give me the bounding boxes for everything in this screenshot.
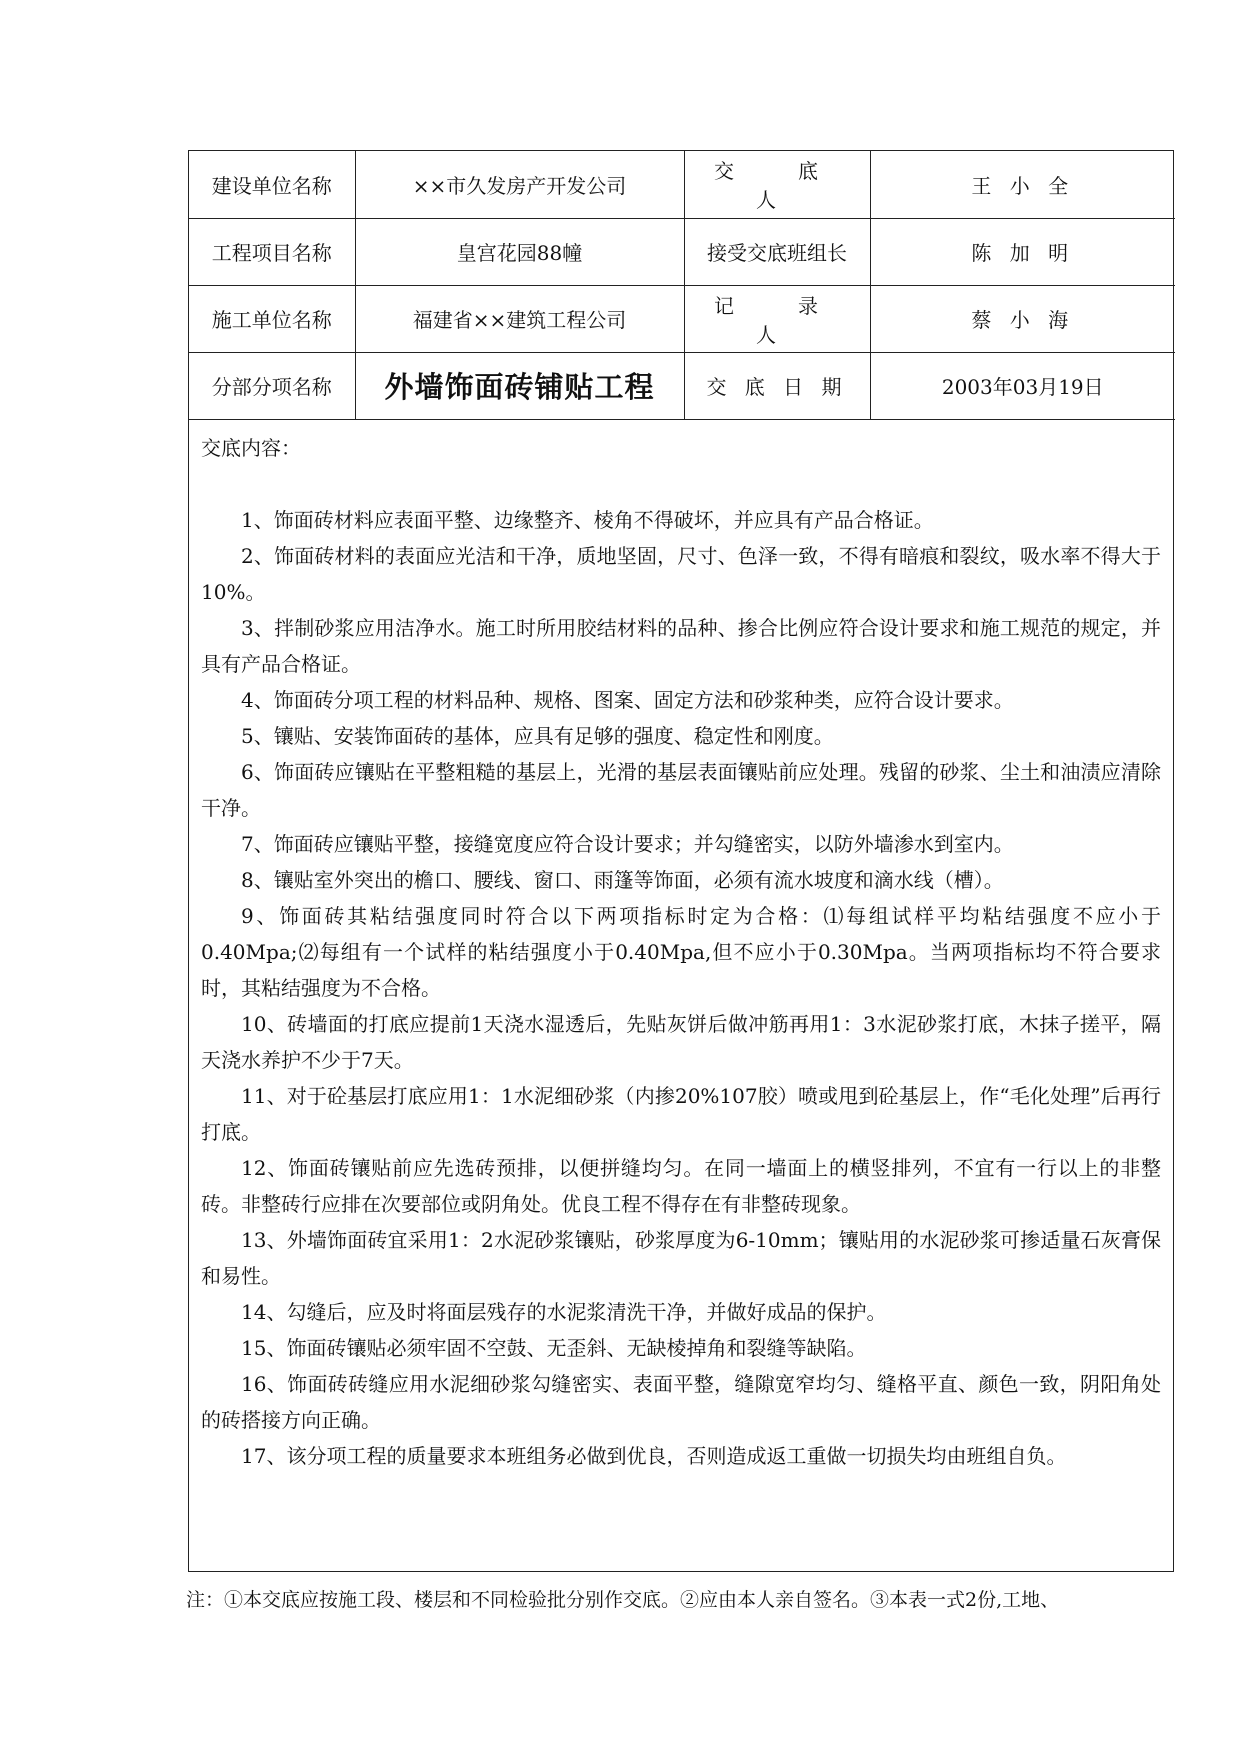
content-label: 交底内容： (201, 435, 301, 460)
disclosure-content (189, 420, 1173, 1474)
header-row (189, 218, 1175, 285)
list-item: 5、镶贴、安装饰面砖的基体，应具有足够的强度、稳定性和刚度。 (241, 723, 834, 748)
header-row (189, 352, 1175, 419)
project-name-label: 工程项目名称 (189, 218, 355, 285)
construction-unit-value: ××市久发房产开发公司 (355, 151, 684, 218)
contractor-label: 施工单位名称 (189, 285, 355, 352)
disclosure-date-label: 交 底 日 期 (684, 352, 870, 419)
list-item: 6、饰面砖应镶贴在平整粗糙的基层上，光滑的基层表面镶贴前应处理。残留的砂浆、尘土和油渍应清除干净。 (201, 759, 1161, 820)
sub-item-label: 分部分项名称 (189, 352, 355, 419)
list-item: 14、勾缝后，应及时将面层残存的水泥浆清洗干净，并做好成品的保护。 (241, 1299, 887, 1324)
list-item: 11、对于砼基层打底应用1：1水泥细砂浆（内掺20%107胶）喷或甩到砼基层上，作“毛化处理”后再行打底。 (201, 1083, 1161, 1144)
header-row (189, 285, 1175, 352)
list-item: 13、外墙饰面砖宜采用1：2水泥砂浆镶贴，砂浆厚度为6-10mm；镶贴用的水泥砂浆可掺适量石灰膏保和易性。 (201, 1227, 1161, 1288)
construction-unit-label: 建设单位名称 (189, 151, 355, 218)
list-item: 9、饰面砖其粘结强度同时符合以下两项指标时定为合格：⑴每组试样平均粘结强度不应小于0.40Mpa;⑵每组有一个试样的粘结强度小于0.40Mpa,但不应小于0.30Mpa。当两项指标均不符合要求时，其粘结强度为不合格。 (201, 903, 1161, 1000)
disclosure-date-value: 2003年03月19日 (870, 352, 1175, 419)
list-item: 16、饰面砖砖缝应用水泥细砂浆勾缝密实、表面平整，缝隙宽窄均匀、缝格平直、颜色一致，阴阳角处的砖搭接方向正确。 (201, 1371, 1161, 1432)
recorder-value: 蔡 小 海 (870, 285, 1175, 352)
team-leader-label: 接受交底班组长 (684, 218, 870, 285)
list-item: 7、饰面砖应镶贴平整，接缝宽度应符合设计要求；并勾缝密实，以防外墙渗水到室内。 (241, 831, 1014, 856)
recorder-label: 记 录 人 (684, 285, 870, 352)
header-table (189, 151, 1175, 420)
header-row (189, 151, 1175, 218)
list-item: 12、饰面砖镶贴前应先选砖预排，以便拼缝均匀。在同一墙面上的横竖排列，不宜有一行以上的非整砖。非整砖行应排在次要部位或阴角处。优良工程不得存在有非整砖现象。 (201, 1155, 1161, 1216)
contractor-value: 福建省××建筑工程公司 (355, 285, 684, 352)
list-item: 4、饰面砖分项工程的材料品种、规格、图案、固定方法和砂浆种类，应符合设计要求。 (241, 687, 1014, 712)
item-list (201, 502, 1161, 1474)
sub-item-value: 外墙饰面砖铺贴工程 (355, 352, 684, 419)
list-item: 15、饰面砖镶贴必须牢固不空鼓、无歪斜、无缺棱掉角和裂缝等缺陷。 (241, 1335, 867, 1360)
list-item: 2、饰面砖材料的表面应光洁和干净，质地坚固，尺寸、色泽一致，不得有暗痕和裂纹，吸水率不得大于10%。 (201, 543, 1161, 604)
disclosure-form (188, 150, 1174, 1572)
discloser-value: 王 小 全 (870, 151, 1175, 218)
list-item: 17、该分项工程的质量要求本班组务必做到优良，否则造成返工重做一切损失均由班组自负。 (241, 1443, 1067, 1468)
list-item: 10、砖墙面的打底应提前1天浇水湿透后，先贴灰饼后做冲筋再用1：3水泥砂浆打底，木抹子搓平，隔天浇水养护不少于7天。 (201, 1011, 1161, 1072)
list-item: 3、拌制砂浆应用洁净水。施工时所用胶结材料的品种、掺合比例应符合设计要求和施工规范的规定，并具有产品合格证。 (201, 615, 1161, 676)
list-item: 1、饰面砖材料应表面平整、边缘整齐、棱角不得破坏，并应具有产品合格证。 (241, 507, 934, 532)
team-leader-value: 陈 加 明 (870, 218, 1175, 285)
list-item: 8、镶贴室外突出的檐口、腰线、窗口、雨篷等饰面，必须有流水坡度和滴水线（槽）。 (241, 867, 1004, 892)
discloser-label: 交 底 人 (684, 151, 870, 218)
footnote: 注：①本交底应按施工段、楼层和不同检验批分别作交底。②应由本人亲自签名。③本表一式2份,工地、 (186, 1589, 1060, 1611)
project-name-value: 皇宫花园88幢 (355, 218, 684, 285)
